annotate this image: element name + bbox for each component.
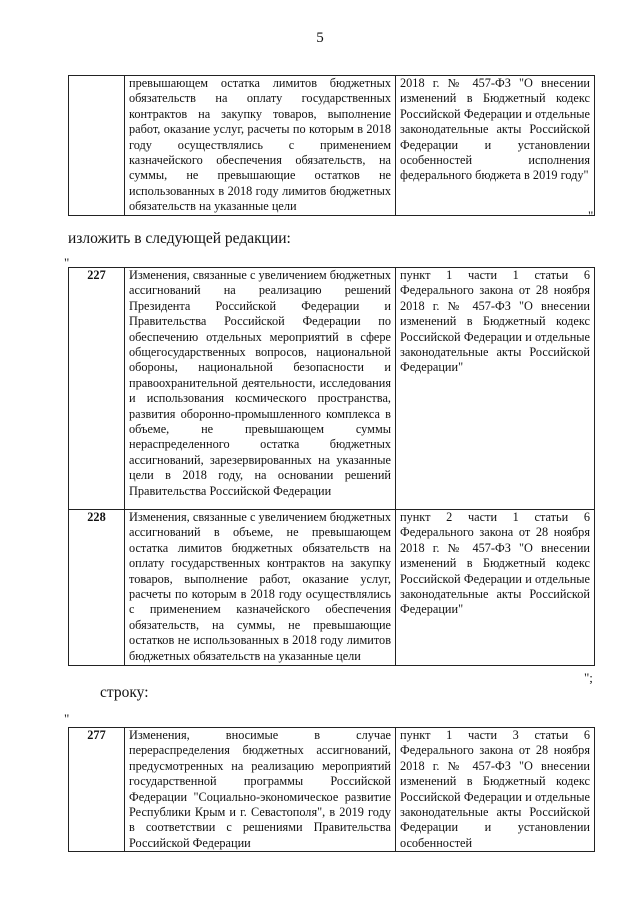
row-legal-basis-cell: пункт 2 части 1 статьи 6 Федерального закона от 28 ноября 2018 г. № 457-ФЗ "О внесении изменений в Бюджетный кодекс Российской Федерации и отдельные законодательные акты Российской Федерации" [396,510,595,666]
table-row [69,268,595,510]
instruction-heading: изложить в следующей редакции: [68,230,291,247]
row-number-cell: 228 [69,510,125,666]
row-legal-basis-cell: 2018 г. № 457-ФЗ "О внесении изменений в Бюджетный кодекс Российской Федерации и отдельные законодательные акты Российской Федерации и установлении особенностей исполнения федерального бюджета в 2019 году" [396,76,595,216]
table-row [69,728,595,852]
row-number-cell: 277 [69,728,125,852]
closing-quote-semicolon: "; [584,670,593,685]
table-continuation [68,75,595,216]
row-number-cell: 227 [69,268,125,510]
row-number-cell [69,76,125,216]
row-description-cell: Изменения, связанные с увеличением бюджетных ассигнований в объеме, не превышающем остатка лимитов бюджетных обязательств на оплату государственных контрактов на закупку товаров, выполнение работ, оказание услуг, расчеты по которым в 2018 году осуществлялись с применением казначейского обеспечения обязательств, на суммы, не превышающие остатков не использованных в 2018 году лимитов бюджетных обязательств на указанные цели [125,510,396,666]
table-new-rows [68,267,595,666]
row-description-cell: Изменения, вносимые в случае перераспределения бюджетных ассигнований, предусмотренных на реализацию мероприятий государственной программы Российской Федерации "Социально-экономическое развитие Республики Крым и г. Севастополя", в 2019 году в соответствии с решениями Правительства Российской Федерации [125,728,396,852]
table-row [69,76,595,216]
row-legal-basis-cell: пункт 1 части 1 статьи 6 Федерального закона от 28 ноября 2018 г. № 457-ФЗ "О внесении изменений в Бюджетный кодекс Российской Федерации и отдельные законодательные акты Российской Федерации" [396,268,595,510]
row-description-cell: Изменения, связанные с увеличением бюджетных ассигнований на реализацию решений Президента Российской Федерации и Правительства Российской Федерации по обеспечению отдельных мероприятий в сфере общегосударственных вопросов, национальной обороны, национальной безопасности и правоохранительной деятельности, исследования и использования космического пространства, развития оборонно-промышленного комплекса в объеме, не превышающем суммы нераспределенного остатка бюджетных ассигнований, зарезервированных на указанные цели в 2018 году, на основании решений Правительства Российской Федерации [125,268,396,510]
instruction-heading-row: строку: [100,684,149,701]
opening-quote-2: " [64,711,70,726]
opening-quote: " [64,255,70,270]
row-legal-basis-cell: пункт 1 части 3 статьи 6 Федерального закона от 28 ноября 2018 г. № 457-ФЗ "О внесении изменений в Бюджетный кодекс Российской Федерации и отдельные законодательные акты Российской Федерации и установлении особенностей [396,728,595,852]
table-row [69,510,595,666]
page-number: 5 [316,30,324,46]
table-row-277 [68,727,595,852]
closing-quote: " [588,208,594,223]
row-description-cell: превышающем остатка лимитов бюджетных обязательств на оплату государственных контрактов на закупку товаров, выполнение работ, оказание услуг, расчеты по которым в 2018 году осуществлялись с применением казначейского обеспечения обязательств, на суммы, не превышающие остатков не использованных в 2018 году лимитов бюджетных обязательств на указанные цели [125,76,396,216]
